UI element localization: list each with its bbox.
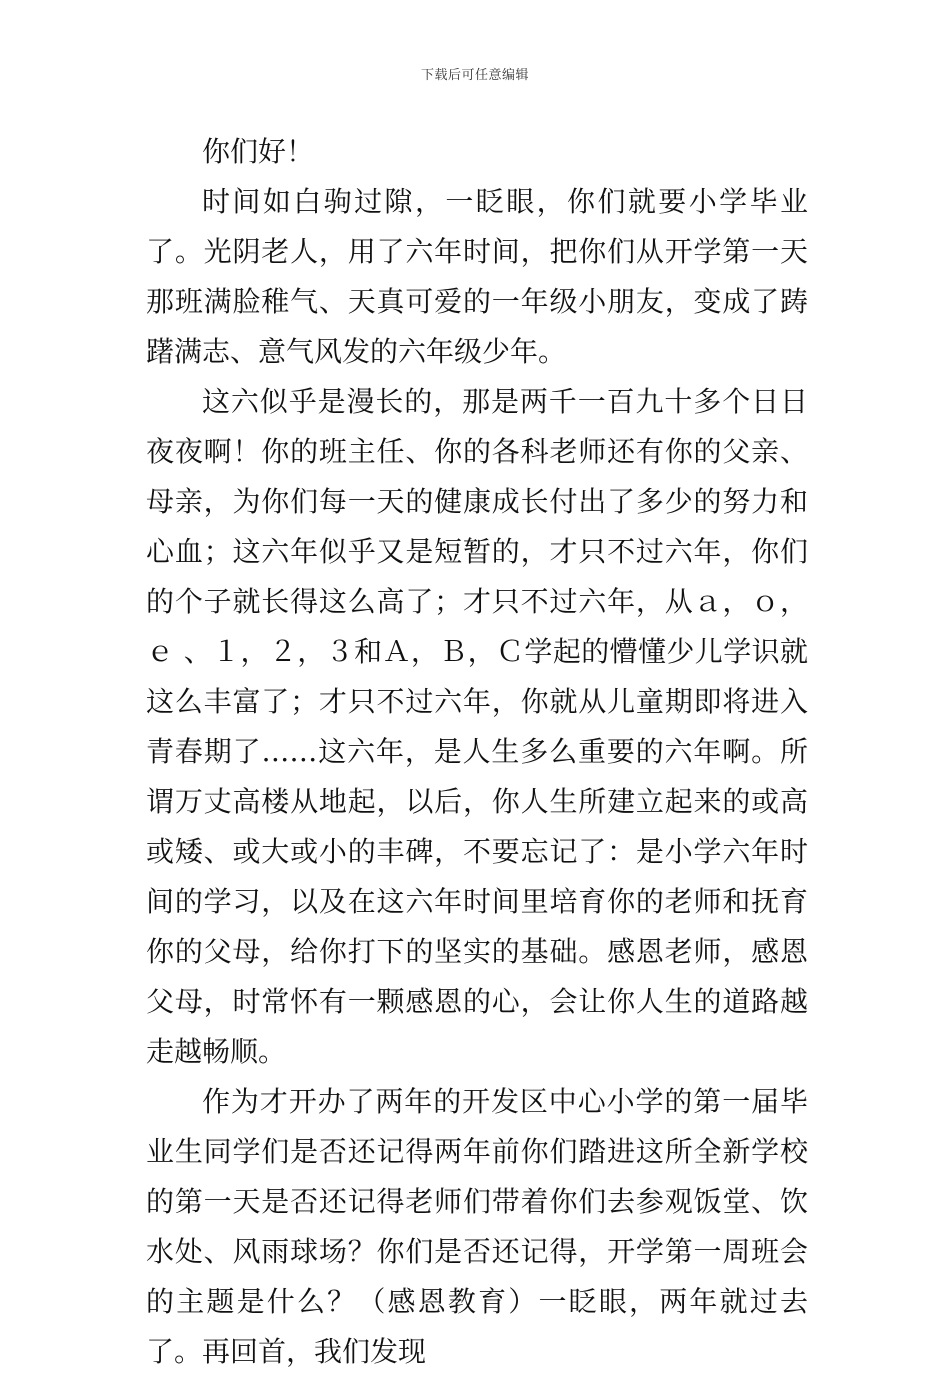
body-paragraph: 时间如白驹过隙，一眨眼，你们就要小学毕业了。光阴老人，用了六年时间，把你们从开学第一天那班满脸稚气、天真可爱的一年级小朋友，变成了踌躇满志、意气风发的六年级少年。: [146, 185, 808, 368]
body-paragraph: 作为才开办了两年的开发区中心小学的第一届毕业生同学们是否还记得两年前你们踏进这所全新学校的第一天是否还记得老师们带着你们去参观饭堂、饮水处、风雨球场？你们是否还记得，开学第一周班会的主题是什么？（感恩教育）一眨眼，两年就过去了。再回首，我们发现: [146, 1085, 808, 1368]
document-body: [146, 127, 808, 1377]
body-paragraph: 这六似乎是漫长的，那是两千一百九十多个日日夜夜啊！你的班主任、你的各科老师还有你的父亲、母亲，为你们每一天的健康成长付出了多少的努力和心血；这六年似乎又是短暂的，才只不过六年，你们的个子就长得这么高了；才只不过六年，从ａ，ｏ，ｅ 、１，２，３和Ａ，Ｂ，Ｃ学起的懵懂少儿学识就这么丰富了；才只不过六年，你就从儿童期即将进入青春期了……这六年，是人生多么重要的六年啊。所谓万丈高楼从地起，以后，你人生所建立起来的或高或矮、或大或小的丰碑，不要忘记了：是小学六年时间的学习，以及在这六年时间里培育你的老师和抚育你的父母，给你打下的坚实的基础。感恩老师，感恩父母，时常怀有一颗感恩的心，会让你人生的道路越走越畅顺。: [146, 385, 808, 1068]
greeting-paragraph: 你们好！: [202, 135, 315, 168]
page-header: 下载后可任意编辑: [420, 68, 529, 83]
